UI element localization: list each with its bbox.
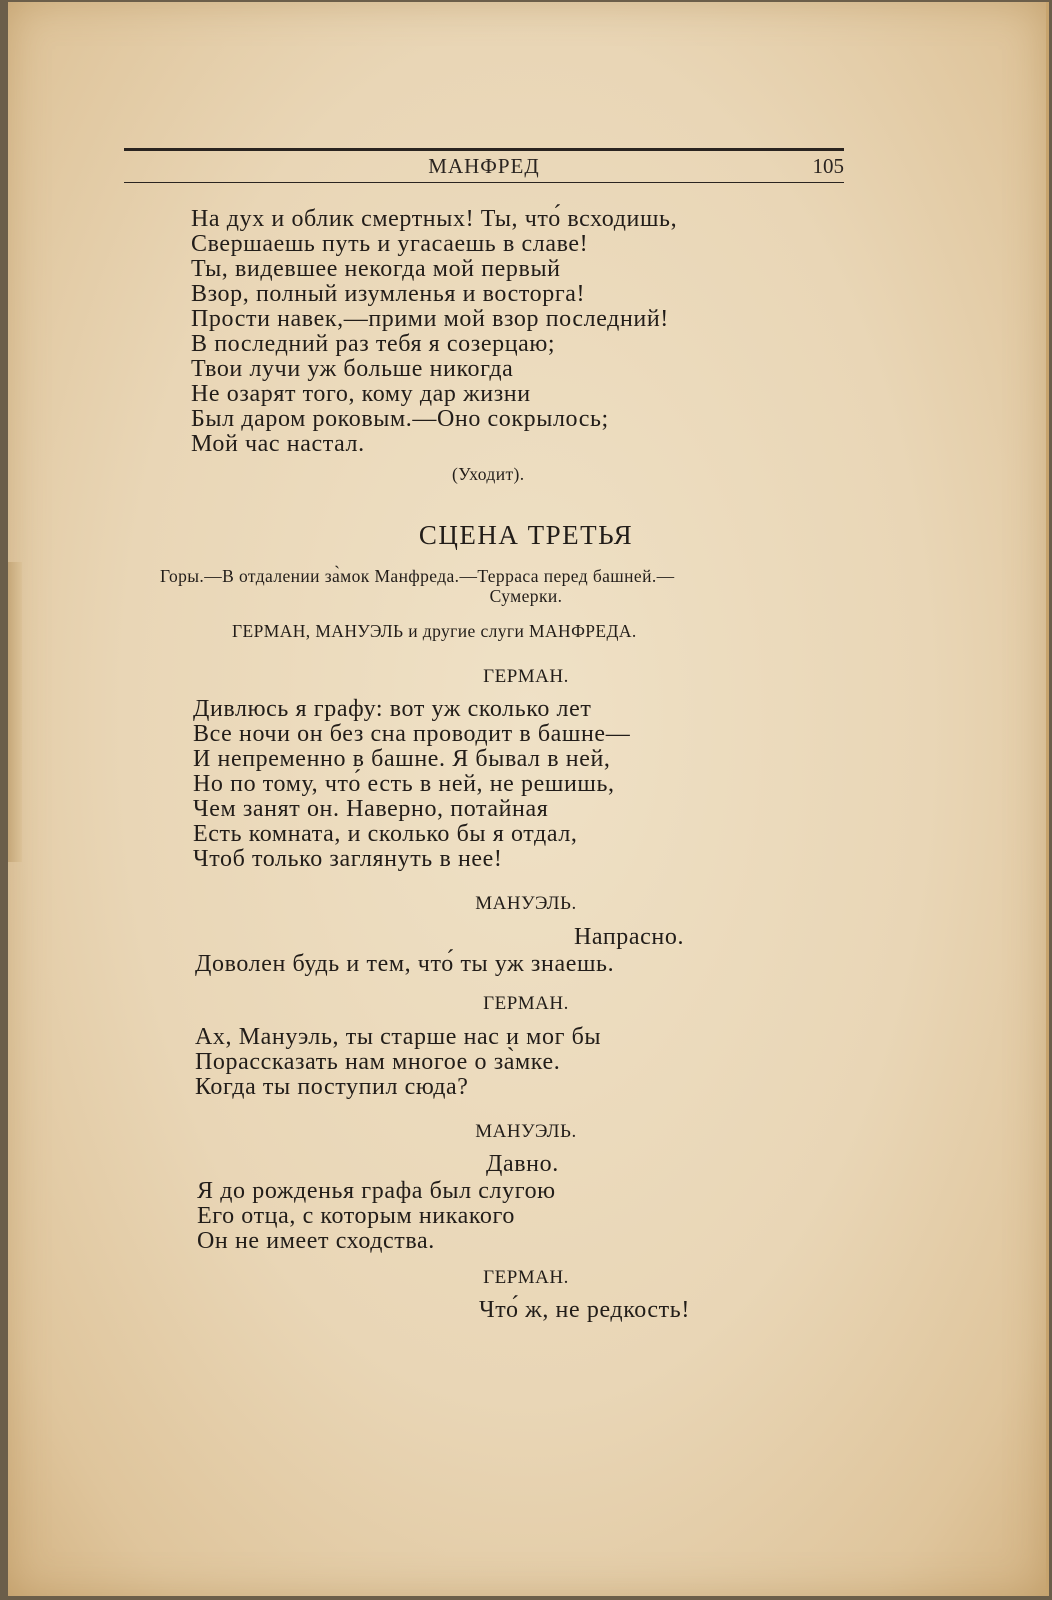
header-rule-thin xyxy=(124,182,844,183)
scene-setting: Сумерки. xyxy=(489,586,563,606)
verse-line: Ты, видевшее некогда мой первый xyxy=(191,256,561,282)
dialogue-line: Все ночи он без сна проводит в башне— xyxy=(193,721,631,747)
dialogue-line: Чем занят он. Наверно, потайная xyxy=(193,796,549,822)
dialogue-line: Есть комната, и сколько бы я отдал, xyxy=(193,821,578,847)
dialogue-line: Я до рожденья графа был слугою xyxy=(197,1178,556,1204)
speaker-name: ГЕРМАН. xyxy=(483,1267,569,1288)
dialogue-line: Напрасно. xyxy=(574,924,685,950)
verse-line: На дух и облик смертных! Ты, что́ всходишь, xyxy=(191,206,678,232)
dialogue-line: Что́ ж, не редкость! xyxy=(479,1297,690,1323)
header-rule-thick xyxy=(124,148,844,151)
running-title: МАНФРЕД xyxy=(428,154,540,178)
speaker-name: ГЕРМАН. xyxy=(483,666,569,687)
dialogue-line: Ах, Мануэль, ты старше нас и мог бы xyxy=(195,1024,602,1050)
speaker-name: МАНУЭЛЬ. xyxy=(475,893,577,914)
verse-line: Свершаешь путь и угасаешь в славе! xyxy=(191,231,589,257)
page-number: 105 xyxy=(812,154,844,178)
verse-line: В последний раз тебя я созерцаю; xyxy=(191,331,556,357)
dialogue-line: Порассказать нам многое о за̀мке. xyxy=(195,1049,561,1075)
dialogue-line: И непременно в башне. Я бывал в ней, xyxy=(193,746,611,772)
verse-line: Мой час настал. xyxy=(191,431,365,457)
dialogue-line: Но по тому, что́ есть в ней, не решишь, xyxy=(193,771,615,797)
verse-line: Твои лучи уж больше никогда xyxy=(191,356,514,382)
dialogue-line: Доволен будь и тем, что́ ты уж знаешь. xyxy=(195,951,615,977)
speaker-name: ГЕРМАН. xyxy=(483,993,569,1014)
running-head xyxy=(124,154,844,180)
verse-line: Взор, полный изумленья и восторга! xyxy=(191,281,586,307)
scene-title: СЦЕНА ТРЕТЬЯ xyxy=(418,520,634,550)
speaker-name: МАНУЭЛЬ. xyxy=(475,1121,577,1142)
scene-setting: Горы.—В отдалении за̀мок Манфреда.—Терраса перед башней.— xyxy=(160,566,675,586)
dramatis-personae: ГЕРМАН, МАНУЭЛЬ и другие слуги МАНФРЕДА. xyxy=(232,621,637,641)
dialogue-line: Чтоб только заглянуть в нее! xyxy=(193,846,503,872)
verse-line: Прости навек,—прими мой взор последний! xyxy=(191,306,669,332)
dialogue-line: Дивлюсь я графу: вот уж сколько лет xyxy=(193,696,592,722)
verse-line: Был даром роковым.—Оно сокрылось; xyxy=(191,406,609,432)
stage-direction: (Уходит). xyxy=(452,464,525,484)
page-fold-shadow xyxy=(8,562,22,862)
dialogue-line: Он не имеет сходства. xyxy=(197,1228,435,1254)
dialogue-line: Когда ты поступил сюда? xyxy=(195,1074,469,1100)
dialogue-line: Его отца, с которым никакого xyxy=(197,1203,515,1229)
dialogue-line: Давно. xyxy=(486,1151,559,1177)
verse-line: Не озарят того, кому дар жизни xyxy=(191,381,531,407)
